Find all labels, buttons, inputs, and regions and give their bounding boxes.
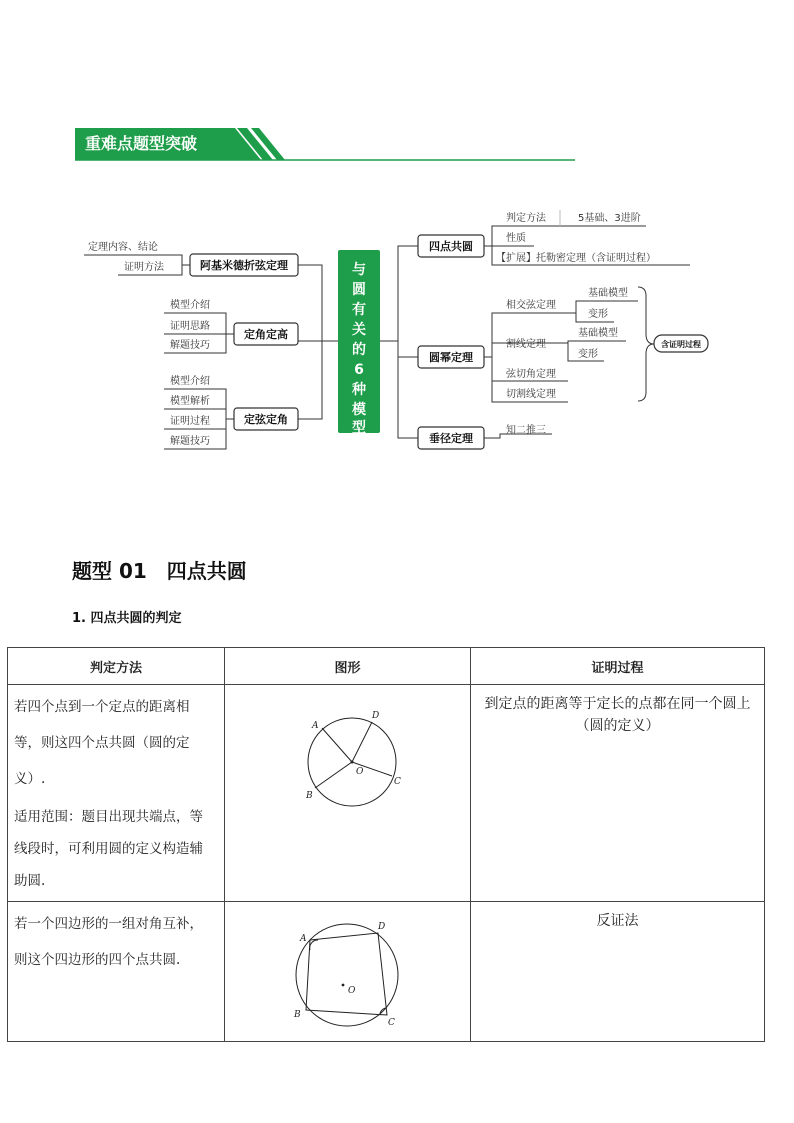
point-label: D [371,711,379,721]
leaf: 基础模型 [588,288,628,299]
leaf: 模型解析 [170,396,210,407]
point-label: A [311,721,318,731]
leaf: 变形 [578,349,598,360]
leaf: 证明思路 [170,321,210,332]
sub-title: 1. 四点共圆的判定 [72,611,182,626]
leaf: 解题技巧 [170,340,210,351]
leaf: 判定方法 [506,213,546,224]
leaf: 知二推三 [506,425,546,436]
leaf: 基础模型 [578,328,618,339]
header-method: 判定方法 [8,648,225,685]
center-char: 的 [352,342,366,358]
method-cell [8,685,225,902]
center-char: 与 [352,262,366,278]
point-label: B [305,791,313,801]
point-label: O [347,986,355,996]
point-label: B [293,1010,301,1020]
point-label: D [377,922,385,932]
figure-cell [225,902,471,1042]
header-proof: 证明过程 [471,648,765,685]
table-row [8,902,765,1042]
header-figure: 图形 [225,648,471,685]
section-title: 题型 01 四点共圆 [72,559,247,583]
banner-title: 重难点题型突破 [85,134,198,153]
mind-map [0,0,794,470]
circle-figure-1 [268,700,428,820]
center-char: 种 [352,382,366,398]
method-scope: 适用范围：题目出现共端点，等线段时，可利用圆的定义构造辅助圆. [14,809,203,889]
criteria-table [7,647,765,1042]
figure-cell [225,685,471,902]
leaf: 性质 [506,233,526,244]
table-header-row [8,648,765,685]
leaf: 切割线定理 [506,389,556,400]
circle-figure-2 [258,913,438,1037]
leaf: 变形 [588,309,608,320]
leaf: 弦切角定理 [506,369,556,380]
leaf: 模型介绍 [170,300,210,311]
branch-perpendicular: 垂径定理 [429,432,473,445]
leaf: 5基础、3进阶 [578,213,641,224]
leaf: 【扩展】托勒密定理（含证明过程） [496,253,656,264]
center-char: 有 [352,302,366,318]
leaf: 证明方法 [124,262,164,273]
method-cell [8,902,225,1042]
proof-note: 含证明过程 [661,340,701,349]
point-label: C [393,777,401,787]
center-char: 模 [352,402,366,418]
branch-fixed-angle-height: 定角定高 [244,328,288,341]
center-char: 型 [352,420,366,436]
point-label: C [387,1018,395,1028]
branch-archimedes: 阿基米德折弦定理 [200,259,288,272]
point-label: O [355,767,363,777]
leaf: 模型介绍 [170,376,210,387]
leaf: 解题技巧 [170,436,210,447]
proof-cell: 反证法 [471,902,765,1042]
branch-four-points: 四点共圆 [429,240,473,253]
branch-power-theorem: 圆幂定理 [429,351,473,364]
center-char: 圆 [352,282,366,298]
center-char: 关 [352,322,366,338]
proof-cell: 到定点的距离等于定长的点都在同一个圆上（圆的定义） [471,685,765,902]
leaf: 割线定理 [506,339,546,350]
leaf: 定理内容、结论 [88,242,158,253]
point-label: A [299,934,306,944]
table-row [8,685,765,902]
leaf: 证明过程 [170,416,210,427]
branch-fixed-chord-angle: 定弦定角 [244,413,288,426]
method-text: 若四个点到一个定点的距离相等，则这四个点共圆（圆的定义）. [14,699,190,787]
leaf: 相交弦定理 [506,300,556,311]
center-char: 6 [354,362,364,378]
method-text: 若一个四边形的一组对角互补，则这个四边形的四个点共圆. [14,916,203,968]
